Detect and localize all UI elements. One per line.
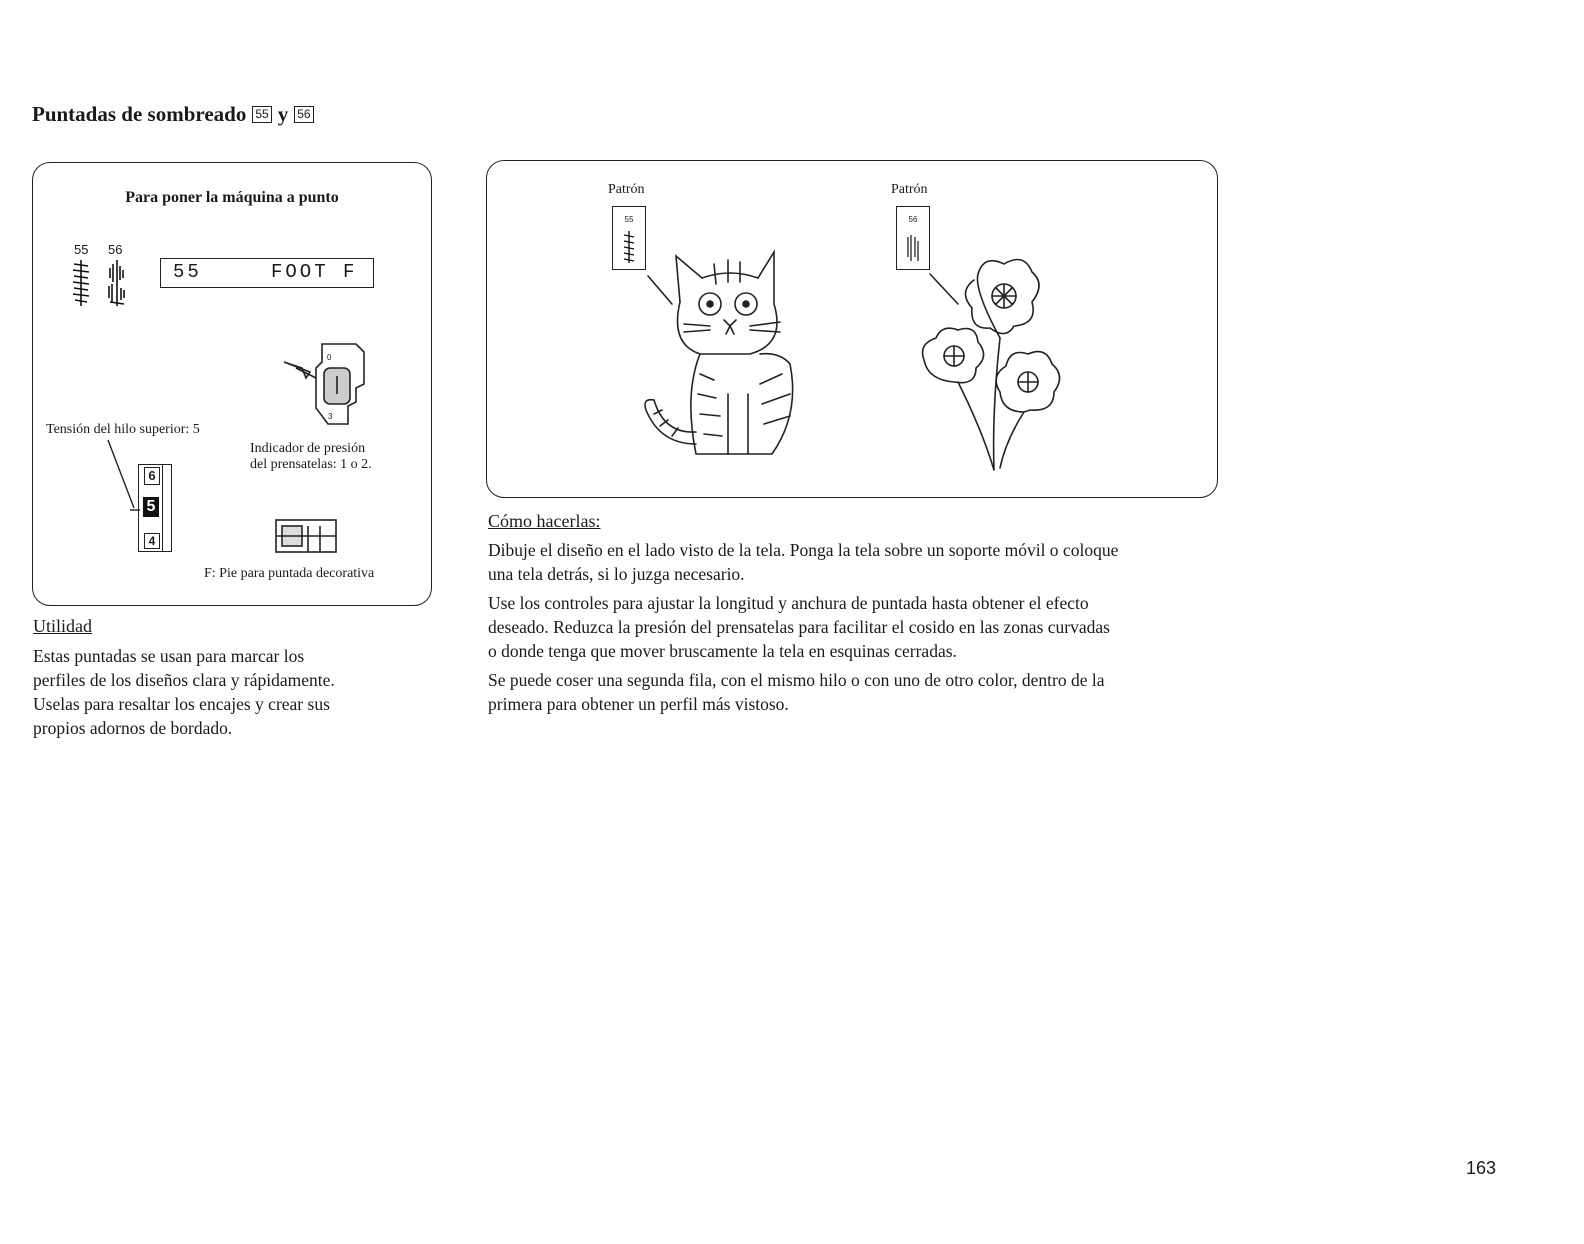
pressure-label-line1: Indicador de presión <box>250 441 366 456</box>
pattern-label: Patrón <box>891 182 928 197</box>
como-paragraph-3 <box>488 668 1105 716</box>
tension-dial-value: 4 <box>144 533 160 549</box>
pattern-label: Patrón <box>608 182 645 197</box>
como-paragraph-2 <box>488 591 1110 663</box>
tension-dial-value: 6 <box>144 467 160 485</box>
tension-label: Tensión del hilo superior: 5 <box>46 422 200 437</box>
como-paragraph-1 <box>488 538 1118 586</box>
foot-caption: F: Pie para puntada decorativa <box>204 566 375 581</box>
flowers-illustration <box>914 250 1074 472</box>
setup-heading: Para poner la máquina a punto <box>125 189 339 206</box>
svg-text:0: 0 <box>327 353 332 362</box>
pressure-label-line2: del prensatelas: 1 o 2. <box>250 457 372 472</box>
text-line: Dibuje el diseño en el lado visto de la tela. Ponga la tela sobre un soporte móvil o coloque <box>488 540 1119 560</box>
text-line: Uselas para resaltar los encajes y crear sus <box>33 694 330 714</box>
svg-text:3: 3 <box>328 412 333 421</box>
text-line: una tela detrás, si lo juzga necesario. <box>488 564 745 584</box>
text-line: perfiles de los diseños clara y rápidamente. <box>33 670 335 690</box>
stitch-sample-icon <box>621 231 637 265</box>
text-line: primera para obtener un perfil más vistoso. <box>488 694 789 714</box>
stitch-number-badge: 56 <box>294 106 313 123</box>
stitch-label: 55 <box>74 242 89 257</box>
pattern-illustration-panel <box>486 160 1218 498</box>
text-line: Estas puntadas se usan para marcar los <box>33 646 305 666</box>
text-line: deseado. Reduzca la presión del prensatelas para facilitar el cosido en las zonas curvadas <box>488 617 1110 637</box>
tension-dial <box>138 464 172 552</box>
lcd-display <box>160 258 374 288</box>
text-line: Se puede coser una segunda fila, con el mismo hilo o con uno de otro color, dentro de la <box>488 670 1105 690</box>
pattern-number: 56 <box>908 215 918 224</box>
tension-dial-value-selected: 5 <box>143 497 159 517</box>
lcd-stitch-number: 55 <box>173 261 202 283</box>
text-line: propios adornos de bordado. <box>33 718 233 738</box>
page-title-text: Puntadas de sombreado <box>32 102 247 126</box>
stitch-label: 56 <box>108 242 123 257</box>
section-heading-como: Cómo hacerlas: <box>488 511 601 531</box>
text-line: Use los controles para ajustar la longitud y anchura de puntada hasta obtener el efecto <box>488 593 1089 613</box>
cat-illustration <box>640 244 820 460</box>
page-title <box>32 102 314 127</box>
stitch-number-badge: 55 <box>252 106 271 123</box>
title-joiner: y <box>277 102 289 126</box>
presser-foot-icon <box>272 518 342 556</box>
pressure-dial-icon <box>282 338 374 430</box>
stitch-sample-icons <box>68 258 132 310</box>
text-line: o donde tenga que mover bruscamente la tela en esquinas cerradas. <box>488 641 957 661</box>
section-heading-utilidad: Utilidad <box>33 616 92 636</box>
pattern-number: 55 <box>624 215 634 224</box>
utilidad-text <box>33 644 335 740</box>
lcd-foot-text: FOOT F <box>271 261 358 283</box>
page-number: 163 <box>1466 1158 1497 1178</box>
